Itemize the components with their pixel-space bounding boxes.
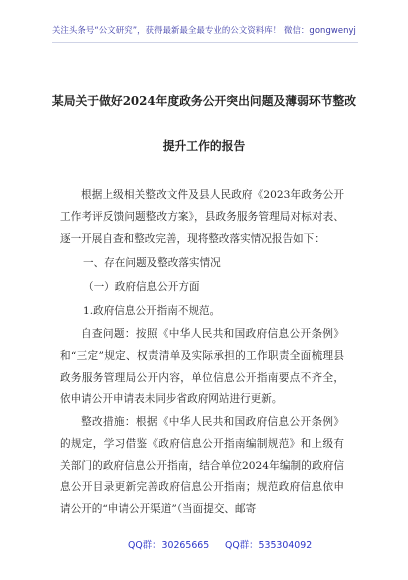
subsection-heading: （一）政府信息公开方面 [83, 281, 200, 293]
section-heading-1: 一、存在问题及整改落实情况 [83, 257, 221, 269]
promo-banner: 关注头条号“公文研究”，获得最新最全最专业的公文资料库！ 微信：gongwenyj [52, 25, 356, 35]
qq-group-left: QQ群：30265665 [128, 540, 210, 551]
document-title-line2: 提升工作的报告 [162, 139, 246, 153]
self-check-paragraph: 自查问题：按照《中华人民共和国政府信息公开条例》和“三定”规定、权责清单及实际承担的工作职责全面梳理县政务服务管理局公开内容，单位信息公开指南要点不齐全，依申请公开申请表未同步省政府网站进行更新。 [60, 328, 344, 406]
document-title-line1: 某局关于做好2024年度政务公开突出问题及薄弱环节整改 [51, 94, 357, 108]
intro-paragraph: 根据上级相关整改文件及县人民政府《2023年政务公开工作考评反馈问题整改方案》，县政务服务管理局对标对表、逐一开展自查和整改完善，现将整改落实情况报告如下： [60, 189, 344, 245]
qq-group-right: QQ群：535304092 [225, 540, 313, 551]
item-heading: 1.政府信息公开指南不规范。 [83, 305, 221, 317]
footer-contacts [0, 537, 408, 557]
banner-divider [52, 42, 358, 43]
rectification-paragraph: 整改措施：根据《中华人民共和国政府信息公开条例》的规定，学习借鉴《政府信息公开指南编制规范》和上级有关部门的政府信息公开指南，结合单位2024年编制的政府信息公开目录更新完善政府信息公开指南；规范政府信息依申请公开的“申请公开渠道”（当面提交、邮寄 [60, 416, 344, 516]
